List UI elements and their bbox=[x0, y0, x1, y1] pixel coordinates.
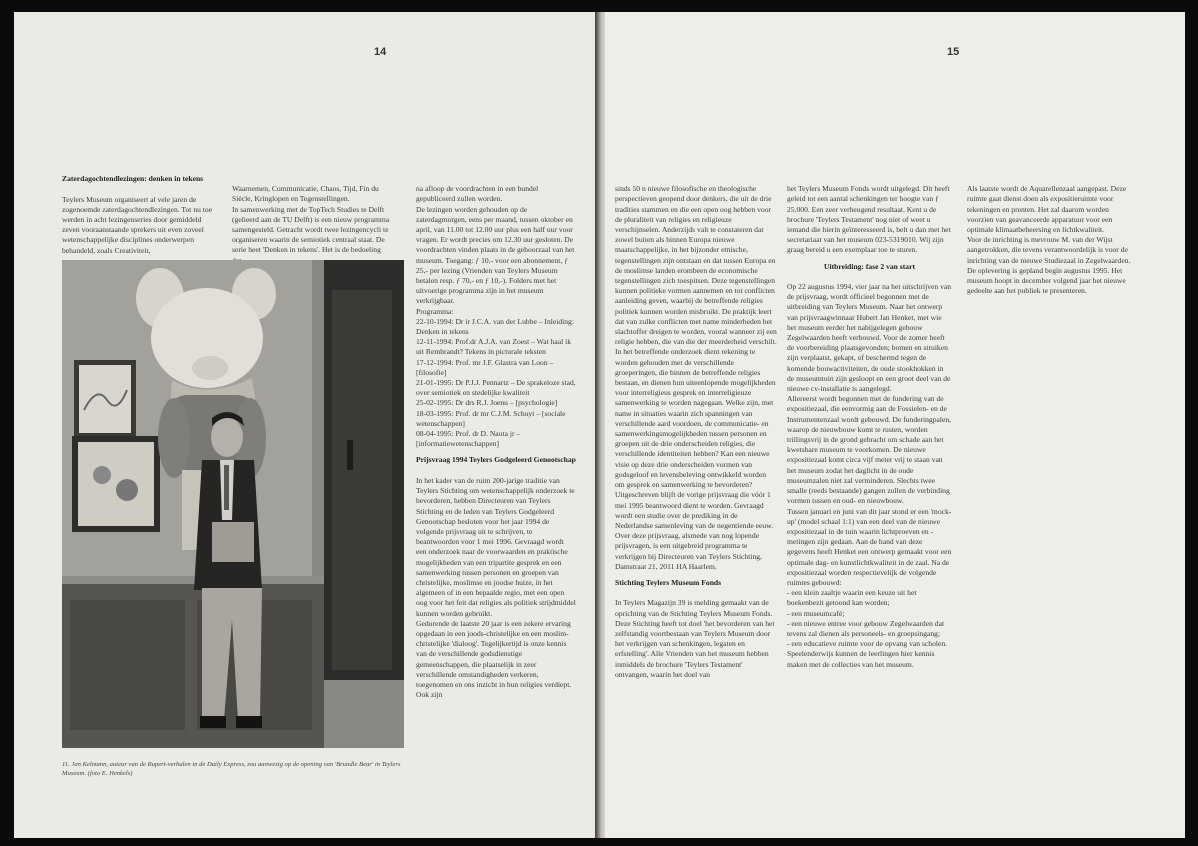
lecture-intro-text: Teylers Museum organiseert al vele jaren de zogenoemde zaterdagochtendlezingen. Tot nu toe werden in acht lezingenseries door gemiddeld zeven vooraanstaande sprekers uit even zoveel wetenschappelijke disciplines onderwerpen behandeld, zoals Creativiteit, bbox=[62, 194, 213, 255]
photo-caption: 11. Jan Kelmann, auteur van de Rupert-verhalen in de Daily Express, zou aanwezig op de opening van 'Brundle Bear' in Teylers Museum. (foto E. Henkels) bbox=[62, 761, 401, 777]
page-number-left: 14 bbox=[374, 46, 387, 58]
lecture-program-text: na afloop de voordrachten in een bundel gepubliceerd zullen worden. De lezingen worden gehouden op de zaterdagmorgen, eens per maand, tussen oktober en april, van 11.00 tot 12.00 uur plus een half uur voor vragen. Er wordt precies om 12.30 uur gesloten. De voordrachten vinden plaats in de gehoorzaal van het museum. Toegang: ƒ 10,- voor een abonnement, ƒ 25,- per lezing (Vrienden van Teylers Museum betalen resp. ƒ 70,- en ƒ 10,-). Folders met het uitvoerige programma zijn in het museum verkrijgbaar. Programma: 22-10-1994: Dr ir J.C.A. van der Lubbe – Inleiding: Denken in tekens 12-11-1994: Prof.dr A.J.A. van Zoest – Wat haal ik uit Rembrandt? Tekens in picturale teksten 17-12-1994: Prof. mr J.F. Glastra van Loon – [filosofie] 21-01-1995: Dr P.J.J. Pennartz – De sprakeloze stad, over semiotiek en stedelijke kwaliteit 25-02-1995: Dr drs R.J. Joenu – [psychologie] 18-03-1995: Prof. dr mr C.J.M. Schuyt – [sociale wetenschappen] 08-04-1995: Prof. dr D. Nauta jr – [informatiewetenschappen] bbox=[416, 184, 576, 449]
right-page bbox=[605, 12, 1185, 838]
right-column-2 bbox=[787, 174, 952, 806]
left-column-1 bbox=[62, 164, 214, 256]
right-column-1 bbox=[615, 174, 777, 806]
prize-contest-continued-text: sinds 50 n nieuwe filosofische en theologische perspectieven geopend door denkers, die uit de drie tradities stammen en die een open oog hebben voor de pluraliteit van religies en religieuze verschijnselen. Anderzijds valt te constateren dat zowel buiten als binnen Europa nieuwe maatschappelijke, in het bijzonder etnische, tegenstellingen zijn ontstaan en dat tussen Europa en de moslimse landen erombeen de economische tegenstellingen zich toespitsen. Deze tegenstellingen kunnen politieke vormen aannemen en tot conflicten aanleiding geven, waarbij de betreffende religies politiek kunnen worden misbruikt. De praktijk leert dat van zulke conflicten met name minderheden het slachtoffer dreigen te worden, vooral wanneer zij een religie hebben, die van die der meerderheid verschilt. In het betreffende onderzoek dient rekening te worden gehouden met de verschillende groeperingen, die binnen de betreffende religies bestaan, en dienen hun uiteenlopende mogelijkheden voor interreligieus gesprek en interreligieuze samenwerking te worden nagegaan. Welke zijn, met name in situaties waarin zich spanningen van verschillende aard voordoen, de communicatie- en samenwerkingsmogelijkheden tussen personen en groepen uit de drie onderscheiden religies, die verschillende identiteiten hebben? Kan een nieuwe visie op deze drie onderscheiden vormen van godsgeloof en levensbeleving ontwikkeld worden om gesprek en samenwerking te bevorderen? Uitgeschreven blijft de vorige prijsvraag die vóór 1 mei 1995 beantwoord dient te worden. Gevraagd wordt een studie over de prediking in de Nederlandse samenleving van de negentiende eeuw. Over deze prijsvraag, alsmede van nog lopende prijsvragen, is een uitgebreid programma te verkrijgen bij Directeuren van Teylers Stichting, Damstraat 21, 2011 HA Haarlem. bbox=[615, 184, 777, 571]
prize-contest-heading: Prijsvraag 1994 Teylers Godgeleerd Genootschap bbox=[416, 455, 576, 465]
left-column-2 bbox=[232, 174, 392, 258]
fund-text: In Teylers Magazijn 39 is melding gemaakt van de oprichting van de Stichting Teylers Museum Fonds. Deze Stichting heeft tot doel 'het bevorderen van het zelfstandig voortbestaan van Teylers Museum door het verkrijgen van schenkingen, legaten en erfstelling'. Alle Vrienden van het museum hebben inmiddels de brochure 'Teylers Testament' ontvangen, waarin het doel van bbox=[615, 598, 775, 679]
book-gutter bbox=[595, 12, 605, 838]
fund-continued-text: het Teylers Museum Fonds wordt uitgelegd. Dit heeft geleid tot een aantal schenkingen ter hoogte van ƒ 25.000. Een zeer verheugend resultaat. Kent u de brochure 'Teylers Testament' nog niet of weet u iemand die hierin geïnteresseerd is, belt u dan met het secretariaat van het museum 023-5319010. Wij zijn graag bereid u een exemplaar toe te sturen. bbox=[787, 184, 951, 255]
lecture-series-text: Waarnemen, Communicatie, Chaos, Tijd, Fin du Siècle, Kringlopen en Tegenstellingen. In samenwerking met de TopTech Studies te Delft (gelieerd aan de TU Delft) is een nieuw programma samengesteld. Getracht wordt twee lezingencycli te organiseren waarin de semiotiek centraal staat. De serie heet 'Denken in tekens'. Het is de bedoeling bbox=[232, 184, 390, 255]
left-column-3 bbox=[416, 174, 576, 806]
page-number-right: 15 bbox=[947, 46, 960, 58]
museum-photo bbox=[62, 260, 404, 748]
left-page bbox=[14, 12, 595, 838]
expansion-continued-text: Als laatste wordt de Aquarellenzaal aangepast. Deze ruimte gaat dienst doen als expositieruimte voor tekeningen en prenten. Het zal daarom worden voorzien van geavanceerde apparatuur voor een optimale klimaatbeheersing en lichtkwaliteit. Voor de inrichting is mevrouw M. van der Wijst aangetrokken, die tevens verantwoordelijk is voor de inrichting van de nieuwe Studiezaal in Zegelwaarden. De oplevering is gepland begin augustus 1995. Het museum hoopt in december volgend jaar het nieuwe gedeelte aan het publiek te presenteren. bbox=[967, 184, 1131, 296]
photo-illustration bbox=[62, 260, 404, 748]
fund-heading: Stichting Teylers Museum Fonds bbox=[615, 577, 722, 587]
lecture-heading: Zaterdagochtendlezingen: denken in tekens bbox=[62, 174, 204, 184]
right-column-3 bbox=[967, 174, 1132, 344]
expansion-text: Op 22 augustus 1994, vier jaar na het uitschrijven van de prijsvraag, wordt officieel begonnen met de uitbreiding van Teylers Museum. Naar het ontwerp van prijsvraagwinnaar Hubert Jan Henket, met wie het museum eerder het nabijgelegen gebouw Zegelwaarden heeft verbouwd. Voor de zomer heeft de voorbereiding plaatsgevonden; bomen en struiken zijn verplaatst, gekapt, of beschermd tegen de komende bouwactiviteiten, de oude stookhokken in de museumtuin zijn gesloopt en een groot deel van de nieuwe cv-installatie is aangelegd. Allereerst wordt begonnen met de fundering van de expositiezaal, die eenvormig aan de Fossielen- en de Instrumentenzaal wordt gebouwd. De funderingpalen, waarop de nieuwbouw komt te rusten, worden trillingsvrij in de grond gebracht om schade aan het kwetsbare museum te voorkomen. De nieuwe expositiezaal komt circa vijf meter vrij te staan van het museum zodat het daglicht in de oude museumzalen niet zal verminderen. Slechts twee smalle (reeds bestaande) gangen zullen de verbinding vormen tussen en oud- en nieuwbouw. Tussen januari en juni van dit jaar stond er een 'mock-up' (model schaal 1:1) van een deel van de nieuwe expositiezaal in de tuin waarin lichtproeven en -metingen zijn gedaan. Aan de hand van deze gegevens heeft Henket een ontwerp gemaakt voor een optimale dag- en kunstlichtkwaliteit in de zaal. Na de expositiezaal worden respectievelijk de volgende ruimtes gebouwd: - een klein zaaltje waarin een keuze uit het boekenbezit getoond kan worden; - een museumcafé; - een nieuwe entree voor gebouw Zegelwaarden dat tevens zal dienen als personeels- en groepsingang; - een educatieve ruimte voor de opvang van scholen. Speelenderwijs kunnen de leerlingen hier kennis maken met de collecties van het museum. bbox=[787, 282, 952, 669]
expansion-heading: Uitbreiding: fase 2 van start bbox=[824, 261, 915, 271]
prize-contest-text: In het kader van de ruim 200-jarige traditie van Teylers Stichting om wetenschappelijk onderzoek te bevorderen, hebben Directeuren van Teylers Stichting en de leden van Teylers Godgeleerd Genootschap besloten voor het jaar 1994 de volgende prijsvraag uit te schrijven, te beantwoorden voor 1 mei 1996. Gevraagd wordt een onderzoek naar de voorwaarden en praktische mogelijkheden van een tripartite gesprek en een samenwerking tussen personen en groepen van christelijke, moslimse en joodse huize, in het algemeen of in een bepaalde regio, met een open oog voor het feit dat religies als politiek strijdmiddel kunnen worden gebruikt. Gedurende de laatste 20 jaar is een zekere ervaring opgedaan in een joods-christelijke en een moslim-christelijke 'dialoog'. Tegelijkertijd is onze kennis van de verschillende godsdienstige gemeenschappen, die plaatselijk in zeer verschillende omstandigheden verkeren, toegenomen en ons inzicht in hun religies verdiept. Ook zijn bbox=[416, 475, 576, 700]
